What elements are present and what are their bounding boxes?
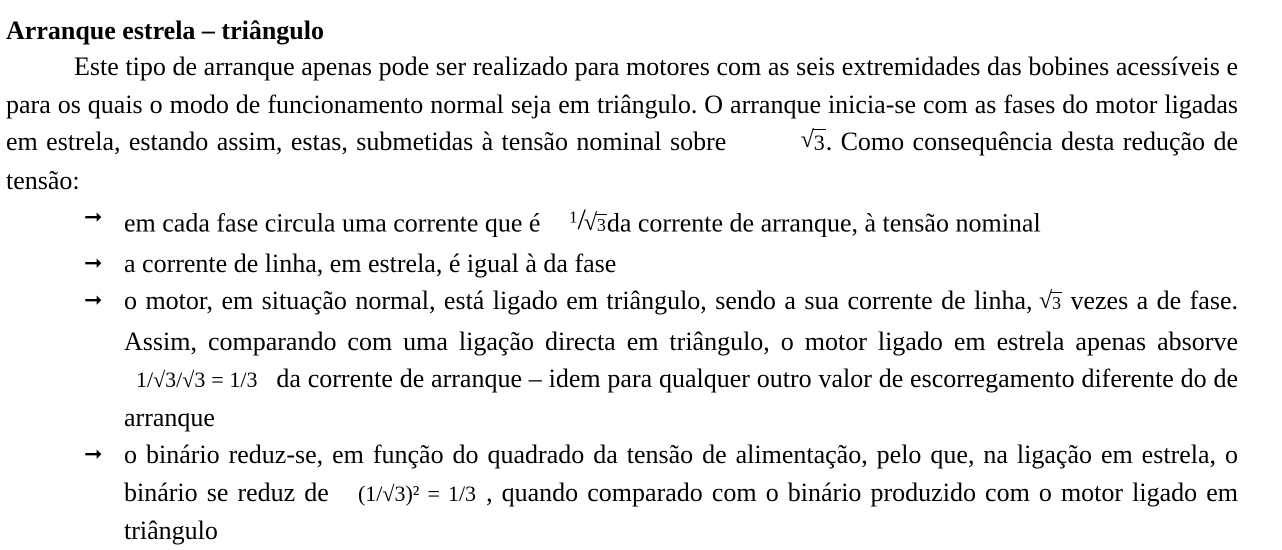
list-item: ➞ o binário reduz-se, em função do quadrado da tensão de alimentação, pelo que, na ligação em estrela, o binário se reduz de (1/√3)² = 1/3 , quando comparado com o binário produzido com o motor ligado em triângulo [6, 436, 1238, 550]
sqrt3-formula: √ 3 [735, 130, 826, 155]
section-title: Arranque estrela – triângulo [6, 16, 324, 45]
right-arrow-icon: ➞ [84, 205, 103, 230]
right-arrow-icon: ➞ [84, 442, 103, 468]
torque-ratio-formula: (1/√3)² = 1/3 [357, 480, 477, 506]
list-item: ➞ em cada fase circula uma corrente que é $^1$/√ 3da corrente de arranque, à tensão nominal [6, 199, 1238, 245]
current-ratio-formula: 1/√3/√3 = 1/3 [136, 367, 258, 393]
consequence-list [6, 199, 1238, 550]
sqrt3-formula: √ 3 [1041, 289, 1062, 314]
fraction-formula: $^1$/√ 3 [569, 211, 607, 236]
intro-text-end: . Como consequência desta redução de tensão: [6, 127, 1238, 195]
intro-paragraph [6, 48, 1238, 199]
right-arrow-icon: ➞ [84, 250, 103, 276]
intro-text: Este tipo de arranque apenas pode ser realizado para motores com as seis extremidades das bobines acessíveis e para os quais o modo de funcionamento normal seja em triângulo. O arranque inicia-se com as fases do motor ligadas em estrela, estando assim, estas, submetidas à tensão nominal sobre [6, 52, 1238, 156]
list-item: ➞ a corrente de linha, em estrela, é igual à da fase [6, 245, 1238, 283]
right-arrow-icon: ➞ [84, 288, 103, 314]
list-item: ➞ o motor, em situação normal, está ligado em triângulo, sendo a sua corrente de linha, √ 3 vezes a de fase. Assim, comparando com uma ligação directa em triângulo, o motor ligado em estrela apenas absorve 1/√3/√3 = 1/3 da corrente de arranque – idem para qualquer outro valor de escorregamento diferente do de arranque [6, 282, 1238, 436]
document [6, 14, 1238, 550]
